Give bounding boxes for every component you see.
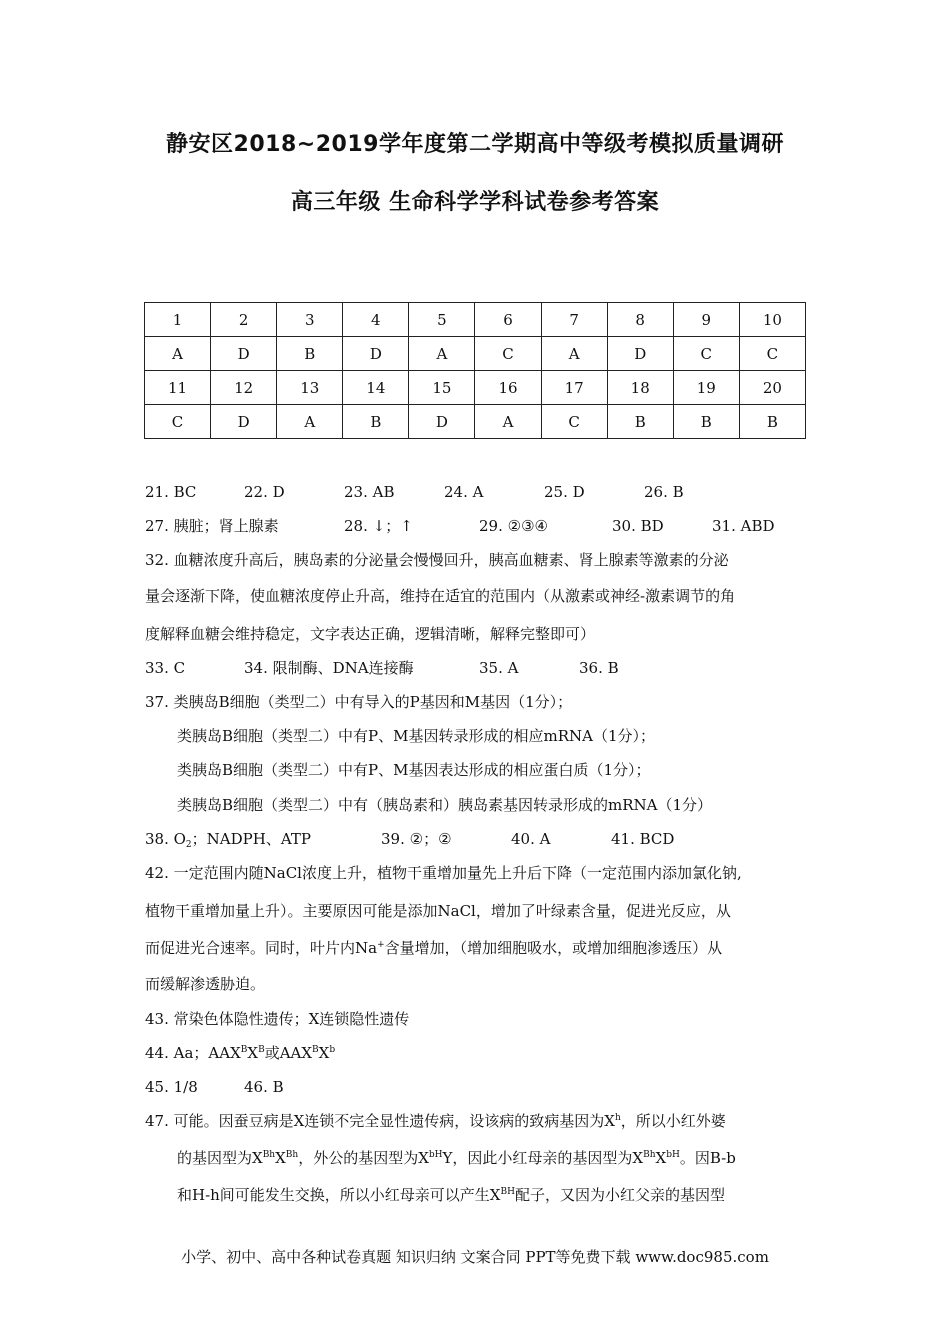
table-cell: 15 <box>409 371 475 405</box>
answer-42-line4: 而缓解渗透胁迫。 <box>145 975 266 993</box>
answer-26: 26. B <box>644 483 684 501</box>
answer-28: 28. ↓；↑ <box>344 517 413 535</box>
table-cell: B <box>739 405 805 439</box>
answer-32-line3: 度解释血糖会维持稳定，文字表达正确，逻辑清晰，解释完整即可） <box>145 625 596 643</box>
table-cell: C <box>145 405 211 439</box>
table-cell: 1 <box>145 303 211 337</box>
page-title: 静安区2018~2019学年度第二学期高中等级考模拟质量调研 <box>166 132 784 157</box>
table-cell: A <box>541 337 607 371</box>
answer-33: 33. C <box>145 659 186 677</box>
answer-37-line2: 类胰岛B细胞（类型二）中有P、M基因转录形成的相应mRNA（1分）； <box>177 727 655 745</box>
table-cell: 12 <box>211 371 277 405</box>
answer-41: 41. BCD <box>611 830 675 848</box>
table-cell: 5 <box>409 303 475 337</box>
table-row <box>145 405 806 439</box>
table-cell: D <box>409 405 475 439</box>
answer-37-line1: 37. 类胰岛B细胞（类型二）中有导入的P基因和M基因（1分）； <box>145 693 573 711</box>
answer-42-line3: 而促进光合速率。同时，叶片内Na+含量增加，（增加细胞吸水，或增加细胞渗透压）从 <box>145 939 723 957</box>
answer-40: 40. A <box>511 830 551 848</box>
table-cell: B <box>343 405 409 439</box>
table-cell: 14 <box>343 371 409 405</box>
answer-42-line2: 植物干重增加量上升）。主要原因可能是添加NaCl，增加了叶绿素含量，促进光反应，从 <box>145 902 731 920</box>
answer-24: 24. A <box>444 483 484 501</box>
answer-42-line1: 42. 一定范围内随NaCl浓度上升，植物干重增加量先上升后下降（一定范围内添加氯化钠, <box>145 864 742 882</box>
answer-47-line1: 47. 可能。因蚕豆病是X连锁不完全显性遗传病，设该病的致病基因为$X^h$，所以小红外婆 <box>145 1112 726 1130</box>
answer-23: 23. AB <box>344 483 395 501</box>
table-cell: 13 <box>277 371 343 405</box>
answer-32-line1: 32. 血糖浓度升高后，胰岛素的分泌量会慢慢回升，胰高血糖素、肾上腺素等激素的分泌 <box>145 551 729 569</box>
table-cell: B <box>673 405 739 439</box>
answer-25: 25. D <box>544 483 585 501</box>
table-cell: 18 <box>607 371 673 405</box>
answer-34: 34. 限制酶、DNA连接酶 <box>244 659 414 677</box>
table-cell: 19 <box>673 371 739 405</box>
answer-21: 21. BC <box>145 483 197 501</box>
table-cell: 7 <box>541 303 607 337</box>
answer-29: 29. ②③④ <box>479 517 548 535</box>
answer-38: 38. $O_2$；NADPH、ATP <box>145 830 311 850</box>
table-cell: C <box>541 405 607 439</box>
table-cell: D <box>343 337 409 371</box>
page-footer: 小学、初中、高中各种试卷真题 知识归纳 文案合同 PPT等免费下载 www.doc985.com <box>181 1248 769 1266</box>
answer-table <box>144 302 806 439</box>
table-cell: 16 <box>475 371 541 405</box>
table-cell: B <box>607 405 673 439</box>
answer-22: 22. D <box>244 483 285 501</box>
table-cell: 2 <box>211 303 277 337</box>
answer-45: 45. 1/8 <box>145 1078 198 1096</box>
answer-35: 35. A <box>479 659 519 677</box>
answer-36: 36. B <box>579 659 619 677</box>
table-cell: 4 <box>343 303 409 337</box>
table-cell: 11 <box>145 371 211 405</box>
answer-39: 39. ②；② <box>381 830 452 848</box>
answer-31: 31. ABD <box>712 517 775 535</box>
table-row <box>145 371 806 405</box>
table-cell: C <box>475 337 541 371</box>
page-subtitle: 高三年级 生命科学学科试卷参考答案 <box>290 190 660 215</box>
answer-37-line3: 类胰岛B细胞（类型二）中有P、M基因表达形成的相应蛋白质（1分）； <box>177 761 651 779</box>
table-cell: A <box>145 337 211 371</box>
table-cell: B <box>277 337 343 371</box>
table-row <box>145 337 806 371</box>
answer-47-line2: 的基因型为$X^{Bh}X^{Bh}$，外公的基因型为$X^{bH}Y$，因此小红母亲的基因型为$X^{Bh}X^{bH}$。因B-b <box>177 1149 736 1167</box>
table-cell: D <box>211 405 277 439</box>
answer-43: 43. 常染色体隐性遗传；X连锁隐性遗传 <box>145 1010 410 1028</box>
table-cell: A <box>475 405 541 439</box>
answer-46: 46. B <box>244 1078 284 1096</box>
answer-44: 44. Aa；$AAX^BX^B$或$AAX^BX^b$ <box>145 1044 336 1062</box>
answer-32-line2: 量会逐渐下降，使血糖浓度停止升高，维持在适宜的范围内（从激素或神经-激素调节的角 <box>145 587 736 605</box>
table-cell: 9 <box>673 303 739 337</box>
table-cell: 20 <box>739 371 805 405</box>
table-cell: C <box>673 337 739 371</box>
table-cell: A <box>409 337 475 371</box>
answer-30: 30. BD <box>612 517 664 535</box>
table-cell: 6 <box>475 303 541 337</box>
table-cell: 10 <box>739 303 805 337</box>
answer-47-line3: 和H-h间可能发生交换，所以小红母亲可以产生$X^{BH}$配子，又因为小红父亲的基因型 <box>177 1186 725 1204</box>
table-cell: C <box>739 337 805 371</box>
table-cell: D <box>211 337 277 371</box>
table-cell: D <box>607 337 673 371</box>
table-cell: 17 <box>541 371 607 405</box>
answer-27: 27. 胰脏；肾上腺素 <box>145 517 279 535</box>
answer-37-line4: 类胰岛B细胞（类型二）中有（胰岛素和）胰岛素基因转录形成的mRNA（1分） <box>177 796 713 814</box>
table-cell: A <box>277 405 343 439</box>
table-row <box>145 303 806 337</box>
table-cell: 3 <box>277 303 343 337</box>
table-cell: 8 <box>607 303 673 337</box>
